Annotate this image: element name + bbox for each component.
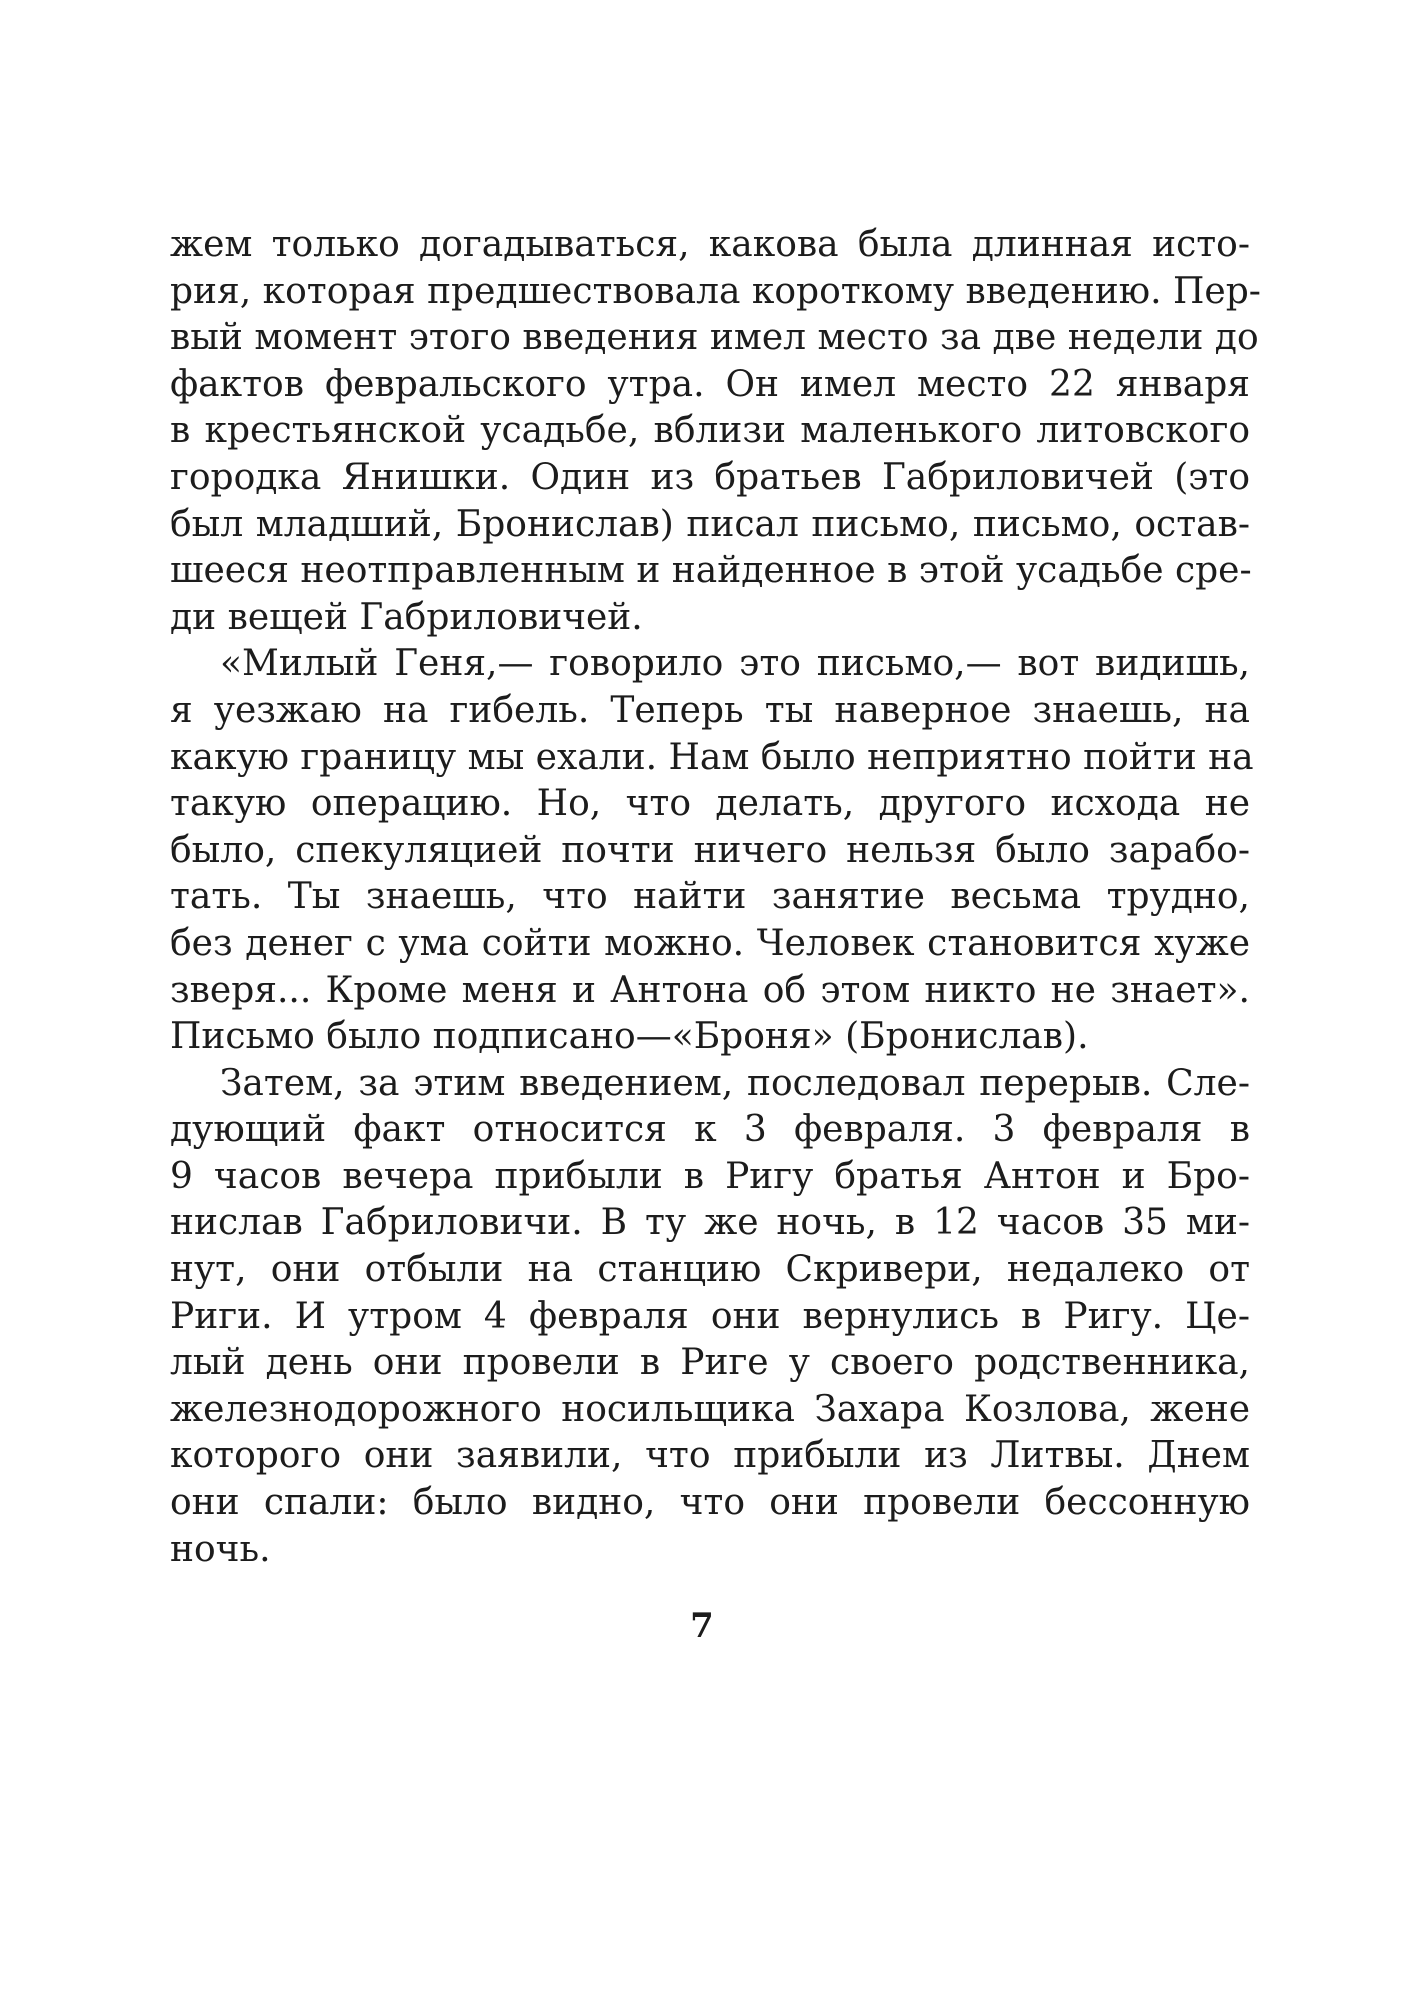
text-line: ди вещей Габриловичей. xyxy=(170,596,643,638)
page-number: 7 xyxy=(690,1606,714,1646)
text-line: был младший, Бронислав) писал письмо, письмо, остав- xyxy=(170,503,1250,545)
text-line: лый день они провели в Риге у своего родственника, xyxy=(170,1342,1250,1384)
text-line: 9 часов вечера прибыли в Ригу братья Антон и Бро- xyxy=(170,1155,1250,1197)
text-line: жем только догадываться, какова была длинная исто- xyxy=(170,224,1250,265)
body-text xyxy=(170,222,1261,1573)
text-line: дующий факт относится к 3 февраля. 3 февраля в xyxy=(170,1109,1250,1151)
text-line: «Милый Геня,— говорило это письмо,— вот видишь, xyxy=(220,643,1250,685)
paragraph-3 xyxy=(170,1061,1250,1574)
text-line: какую границу мы ехали. Нам было неприятно пойти на xyxy=(170,736,1254,778)
text-line: Риги. И утром 4 февраля они вернулись в Ригу. Це- xyxy=(170,1295,1250,1337)
text-line: такую операцию. Но, что делать, другого исхода не xyxy=(170,783,1250,825)
text-line: Письмо было подписано—«Броня» (Бронислав). xyxy=(170,1016,1089,1058)
text-line: которого они заявили, что прибыли из Литвы. Днем xyxy=(170,1435,1250,1477)
text-line: ночь. xyxy=(170,1528,271,1570)
text-line: я уезжаю на гибель. Теперь ты наверное знаешь, на xyxy=(170,689,1250,731)
text-line: они спали: было видно, что они провели бессонную xyxy=(170,1482,1250,1524)
text-line: зверя... Кроме меня и Антона об этом никто не знает». xyxy=(170,969,1250,1011)
text-line: без денег с ума сойти можно. Человек становится хуже xyxy=(170,922,1250,964)
text-line: шееся неотправленным и найденное в этой усадьбе сре- xyxy=(170,550,1252,592)
text-line: Затем, за этим введением, последовал перерыв. Сле- xyxy=(220,1062,1250,1104)
text-line: железнодорожного носильщика Захара Козлова, жене xyxy=(170,1388,1250,1430)
text-line: городка Янишки. Один из братьев Габриловичей (это xyxy=(170,456,1250,498)
paragraph-1 xyxy=(170,222,1261,641)
text-line: в крестьянской усадьбе, вблизи маленького литовского xyxy=(170,410,1250,452)
text-line: нислав Габриловичи. В ту же ночь, в 12 часов 35 ми- xyxy=(170,1202,1250,1244)
text-line: нут, они отбыли на станцию Скривери, недалеко от xyxy=(170,1249,1250,1291)
text-line: вый момент этого введения имел место за две недели до xyxy=(170,317,1259,359)
text-line: было, спекуляцией почти ничего нельзя было зарабо- xyxy=(170,829,1250,871)
text-line: фактов февральского утра. Он имел место 22 января xyxy=(170,363,1250,405)
text-line: тать. Ты знаешь, что найти занятие весьма трудно, xyxy=(170,876,1250,918)
paragraph-2-letter xyxy=(170,641,1254,1060)
text-line: рия, которая предшествовала короткому введению. Пер- xyxy=(170,270,1261,312)
